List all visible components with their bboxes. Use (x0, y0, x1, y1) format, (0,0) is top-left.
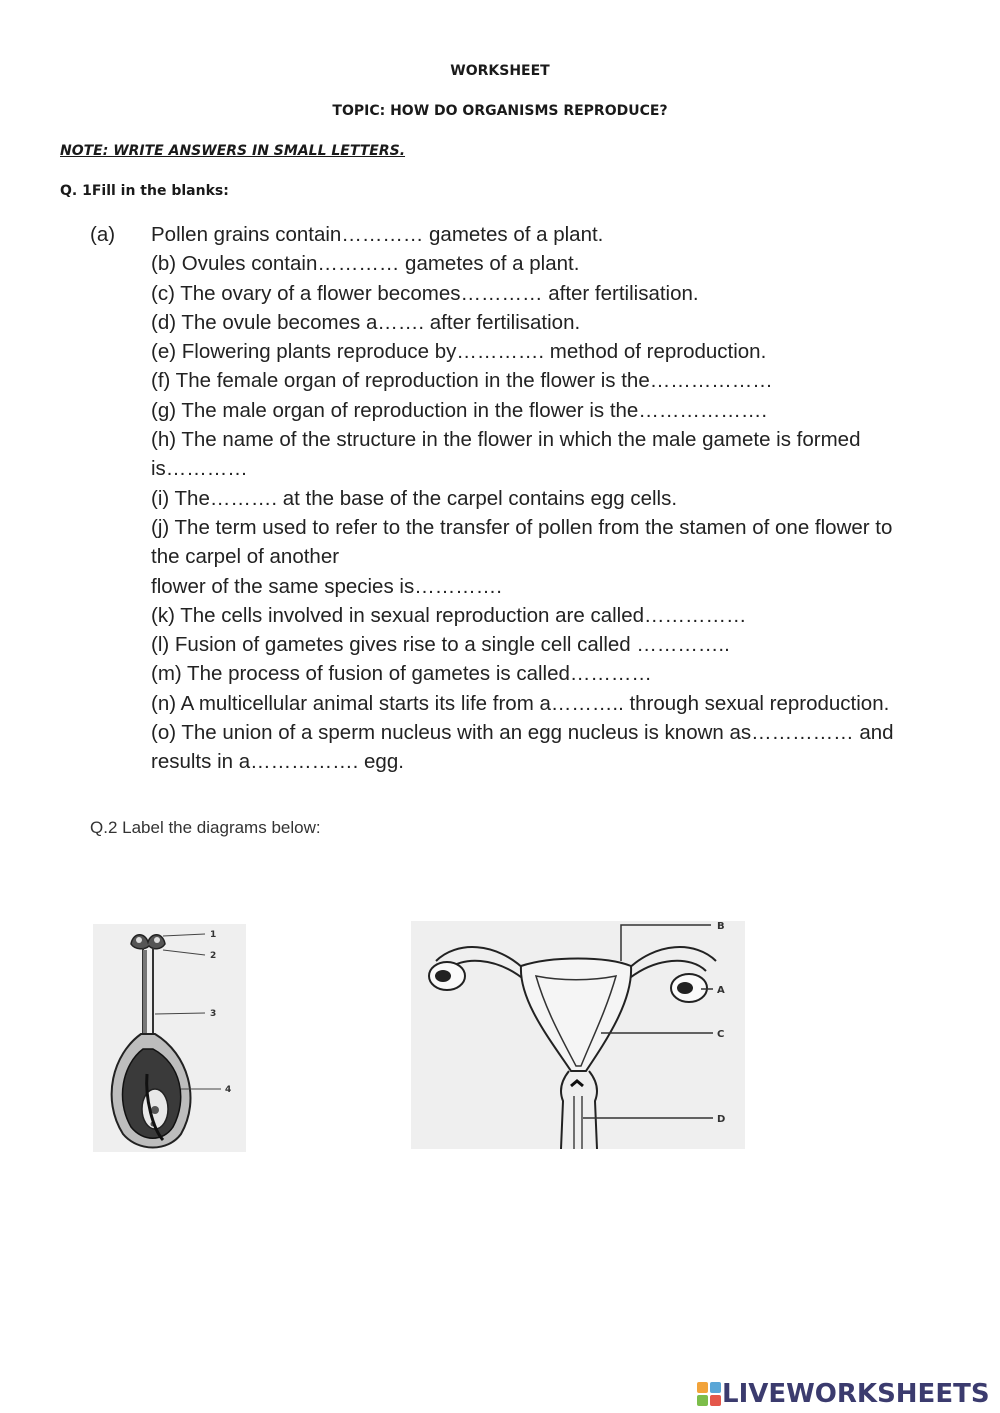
carpel-diagram (93, 924, 246, 1152)
logo-text: LIVEWORKSHEETS (722, 1379, 990, 1409)
question-item-c: (c) The ovary of a flower becomes………… after fertilisation. (151, 281, 699, 305)
question-item-m: (m) The process of fusion of gametes is called………… (151, 662, 652, 686)
flower-label-3: 3 (210, 1009, 217, 1019)
uterus-label-b: B (717, 921, 725, 932)
item-a-label: (a) (90, 223, 116, 246)
question-item-d: (d) The ovule becomes a……. after fertilisation. (151, 310, 581, 334)
worksheet-title: WORKSHEET (450, 63, 550, 79)
flower-label-2: 2 (210, 951, 217, 961)
uterus-label-d: D (717, 1114, 726, 1125)
topic-heading: TOPIC: HOW DO ORGANISMS REPRODUCE? (332, 103, 668, 119)
question-item-n: (n) A multicellular animal starts its life from a……….. through sexual reproduction. (151, 691, 890, 715)
flower-label-1: 1 (210, 930, 217, 940)
item-a-text: Pollen grains contain………… gametes of a plant. (151, 223, 604, 246)
question-2-heading: Q.2 Label the diagrams below: (90, 818, 321, 837)
uterus-label-c: C (717, 1029, 725, 1040)
question-item-k: (k) The cells involved in sexual reproduction are called…………… (151, 603, 747, 627)
question-item-l: (l) Fusion of gametes gives rise to a single cell called ………….. (151, 633, 730, 657)
note-instruction: NOTE: WRITE ANSWERS IN SMALL LETTERS. (60, 143, 406, 159)
question-item-o: (o) The union of a sperm nucleus with an egg nucleus is known as…………… and results in a……………. egg. (151, 721, 894, 774)
question-item-i: (i) The………. at the base of the carpel contains egg cells. (151, 486, 678, 510)
question-item-j-continued: flower of the same species is…………. (151, 574, 502, 598)
question-item-f: (f) The female organ of reproduction in the flower is the……………… (151, 369, 773, 393)
uterus-label-a: A (717, 985, 725, 996)
question-item-g: (g) The male organ of reproduction in the flower is the………………. (151, 398, 768, 422)
question-item-h: (h) The name of the structure in the flower in which the male gamete is formed is………… (151, 428, 861, 481)
question-1-list (90, 220, 920, 777)
question-1-heading: Q. 1Fill in the blanks: (60, 183, 229, 199)
liveworksheets-logo (696, 1378, 990, 1410)
question-item-a (90, 220, 920, 249)
question-item-j: (j) The term used to refer to the transfer of pollen from the stamen of one flower to the carpel of another (151, 515, 893, 569)
question-item-e: (e) Flowering plants reproduce by…………. method of reproduction. (151, 340, 767, 364)
question-item-b: (b) Ovules contain………… gametes of a plant. (151, 252, 580, 276)
female-reproductive-diagram (411, 921, 745, 1149)
logo-grid-icon (696, 1381, 722, 1407)
flower-label-4: 4 (225, 1085, 232, 1095)
